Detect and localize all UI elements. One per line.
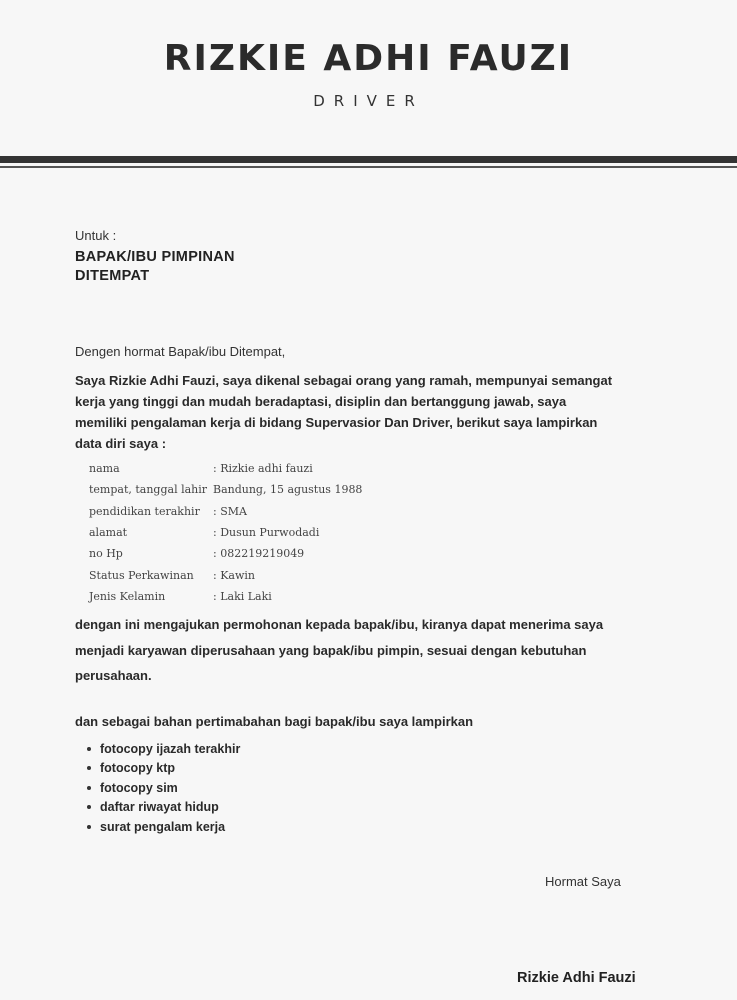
request-line: menjadi karyawan diperusahaan yang bapak/ibu pimpin, sesuai dengan kebutuhan bbox=[75, 642, 587, 658]
intro-line: data diri saya : bbox=[75, 436, 167, 451]
detail-label: no Hp bbox=[89, 547, 123, 561]
request-line: dengan ini mengajukan permohonan kepada bapak/ibu, kiranya dapat menerima saya bbox=[75, 617, 604, 632]
list-item bbox=[87, 817, 240, 837]
attachments-intro: dan sebagai bahan pertimabahan bagi bapak/ibu saya lampirkan bbox=[75, 714, 474, 729]
list-item bbox=[87, 739, 240, 759]
bullet-icon bbox=[87, 825, 91, 829]
header-name: RIZKIE ADHI FAUZI bbox=[163, 38, 574, 79]
list-item-label: fotocopy ktp bbox=[100, 761, 175, 776]
list-item-label: daftar riwayat hidup bbox=[100, 800, 219, 815]
detail-value: : Laki Laki bbox=[213, 589, 272, 603]
recipient-line-2: DITEMPAT bbox=[75, 268, 150, 284]
closing: Hormat Saya bbox=[545, 874, 621, 889]
detail-row-hp bbox=[89, 543, 362, 564]
recipient-line-1: BAPAK/IBU PIMPINAN bbox=[75, 249, 235, 265]
signature-name: Rizkie Adhi Fauzi bbox=[517, 970, 636, 986]
detail-row-pendidikan bbox=[89, 501, 362, 522]
personal-details bbox=[89, 458, 362, 607]
detail-value: : 082219219049 bbox=[213, 547, 305, 561]
attachments-list bbox=[87, 739, 240, 837]
detail-label: nama bbox=[89, 462, 120, 476]
request-paragraph bbox=[75, 612, 665, 689]
detail-label: Status Perkawinan bbox=[89, 568, 194, 582]
detail-row-ttl bbox=[89, 479, 362, 500]
header-divider-thin bbox=[0, 166, 737, 168]
detail-row-nama bbox=[89, 458, 362, 479]
detail-value: : Kawin bbox=[213, 568, 255, 582]
intro-line: kerja yang tinggi dan mudah beradaptasi, disiplin dan bertanggung jawab, saya bbox=[75, 394, 567, 409]
detail-row-status bbox=[89, 564, 362, 585]
bullet-icon bbox=[87, 786, 91, 790]
detail-label: Jenis Kelamin bbox=[89, 589, 166, 603]
detail-label: tempat, tanggal lahir bbox=[89, 483, 208, 497]
intro-line: Saya Rizkie Adhi Fauzi, saya dikenal sebagai orang yang ramah, mempunyai semangat bbox=[75, 373, 613, 388]
detail-label: pendidikan terakhir bbox=[89, 504, 200, 518]
detail-value: Bandung, 15 agustus 1988 bbox=[213, 483, 363, 497]
header-divider bbox=[0, 156, 737, 163]
header-role: DRIVER bbox=[313, 92, 424, 110]
list-item-label: fotocopy sim bbox=[100, 780, 178, 795]
greeting: Dengen hormat Bapak/ibu Ditempat, bbox=[75, 344, 286, 359]
detail-row-jenis-kelamin bbox=[89, 586, 362, 607]
detail-row-alamat bbox=[89, 522, 362, 543]
list-item-label: fotocopy ijazah terakhir bbox=[100, 741, 241, 756]
bullet-icon bbox=[87, 766, 91, 770]
recipient-untuk: Untuk : bbox=[75, 228, 117, 243]
detail-label: alamat bbox=[89, 526, 128, 540]
bullet-icon bbox=[87, 747, 91, 751]
detail-value: : Dusun Purwodadi bbox=[213, 526, 320, 540]
list-item bbox=[87, 778, 240, 798]
list-item-label: surat pengalam kerja bbox=[100, 819, 226, 834]
bullet-icon bbox=[87, 805, 91, 809]
list-item bbox=[87, 798, 240, 818]
list-item bbox=[87, 759, 240, 779]
request-line: perusahaan. bbox=[75, 668, 152, 683]
intro-line: memiliki pengalaman kerja di bidang Supervasior Dan Driver, berikut saya lampirkan bbox=[75, 415, 598, 430]
detail-value: : Rizkie adhi fauzi bbox=[213, 462, 313, 476]
intro-paragraph bbox=[75, 370, 665, 454]
detail-value: : SMA bbox=[213, 504, 247, 518]
